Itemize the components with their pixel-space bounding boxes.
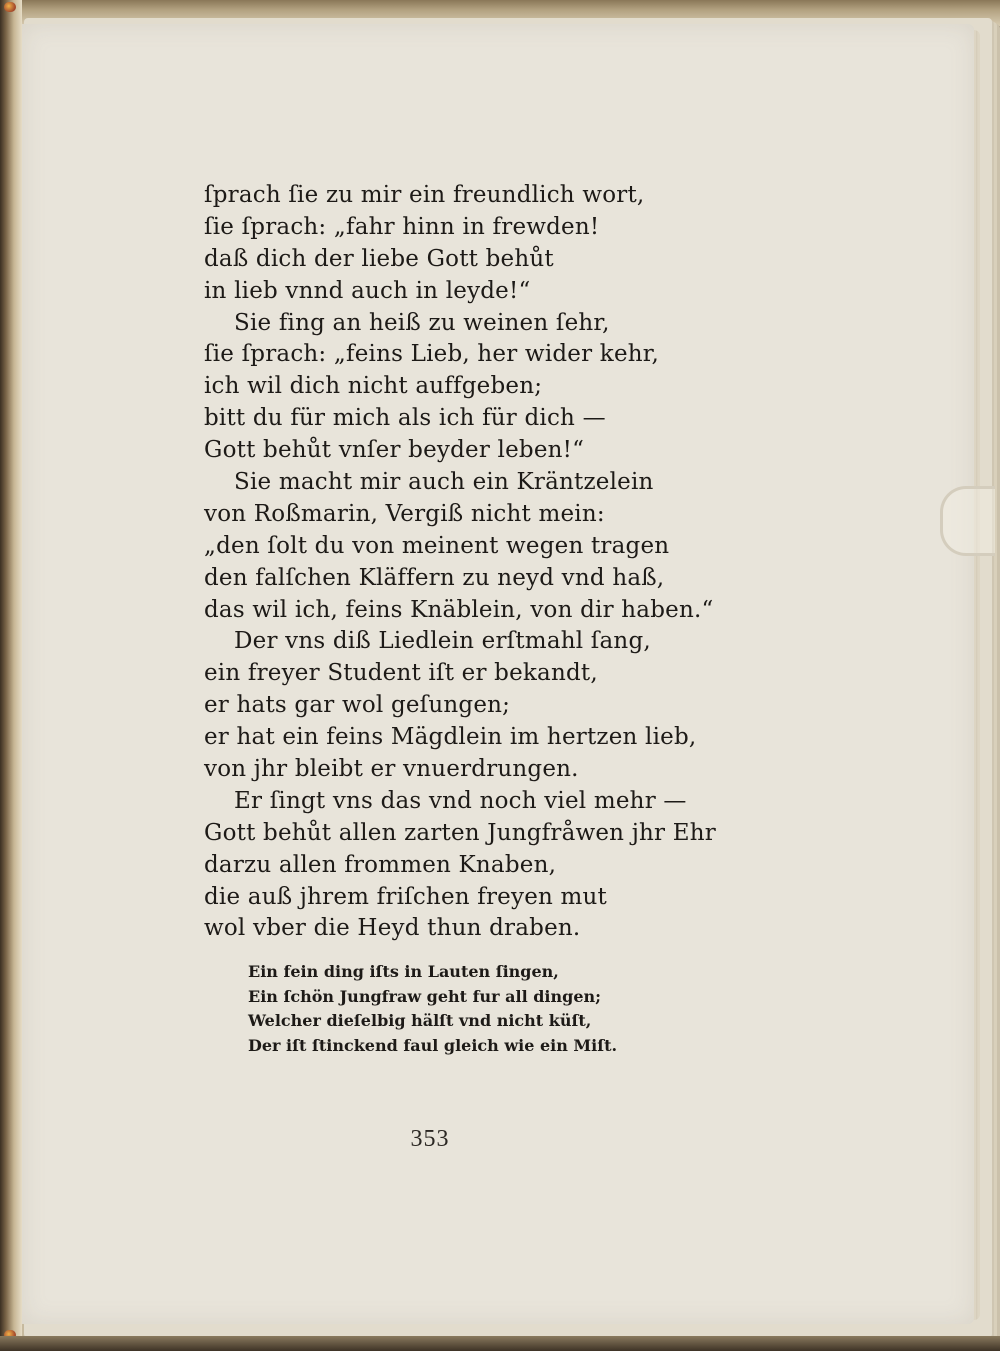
poem-line: er hat ein feins Mägdlein im hertzen lieb, [204, 724, 697, 751]
epigram-line: Ein ſchön Jungfraw geht fur all dingen; [248, 986, 602, 1006]
poem-line: Gott behůt vnſer beyder leben!“ [204, 437, 585, 464]
poem-line: Der vns diß Liedlein erſtmahl ſang, [234, 628, 651, 655]
poem-line: ſie ſprach: „feins Lieb, her wider kehr, [204, 341, 659, 368]
epigram [248, 960, 668, 1058]
book-spine [0, 0, 22, 1351]
poem-line: den falſchen Kläffern zu neyd vnd haß, [204, 564, 665, 591]
poem-line: ich wil dich nicht auffgeben; [204, 373, 543, 400]
poem-line: die auß jhrem friſchen freyen mut [204, 883, 607, 910]
poem-line: „den ſolt du von meinent wegen tragen [204, 532, 670, 559]
epigram-line: Der iſt ſtinckend faul gleich wie ein Miſt. [248, 1035, 618, 1055]
poem-line: daß dich der liebe Gott behůt [204, 245, 554, 272]
epigram-line: Ein fein ding iſts in Lauten ſingen, [248, 962, 559, 981]
poem-line: bitt du für mich als ich für dich — [204, 405, 606, 432]
poem-line: ſie ſprach: „fahr hinn in frewden! [204, 213, 600, 240]
poem-text [204, 180, 724, 945]
poem-line: ein freyer Student iſt er bekandt, [204, 660, 598, 687]
poem-line: Er ſingt vns das vnd noch viel mehr — [234, 787, 687, 814]
poem-line: ſprach ſie zu mir ein freundlich wort, [204, 182, 645, 208]
epigram-line: Welcher dieſelbig hälſt vnd nicht küſt, [248, 1011, 592, 1030]
poem-line: Sie fing an heiß zu weinen ſehr, [234, 309, 610, 336]
poem-line: das wil ich, feins Knäblein, von dir haben.“ [204, 596, 714, 623]
poem-line: Gott behůt allen zarten Jungfråwen jhr Ehr [204, 819, 716, 846]
poem-line: in lieb vnnd auch in leyde!“ [204, 277, 531, 304]
page-number: 353 [410, 1126, 450, 1152]
poem-line: wol vber die Heyd thun draben. [204, 915, 581, 942]
poem-line: von Roßmarin, Vergiß nicht mein: [204, 500, 605, 527]
poem-line: darzu allen frommen Knaben, [204, 851, 557, 878]
book-bottom-edge [0, 1336, 1000, 1351]
poem-line: von jhr bleibt er vnuerdrungen. [204, 756, 579, 783]
poem-line: Sie macht mir auch ein Kräntzelein [234, 469, 654, 496]
binding-thread-top [4, 2, 16, 12]
poem-line: er hats gar wol geſungen; [204, 692, 511, 719]
page-clip-mark [940, 486, 995, 556]
